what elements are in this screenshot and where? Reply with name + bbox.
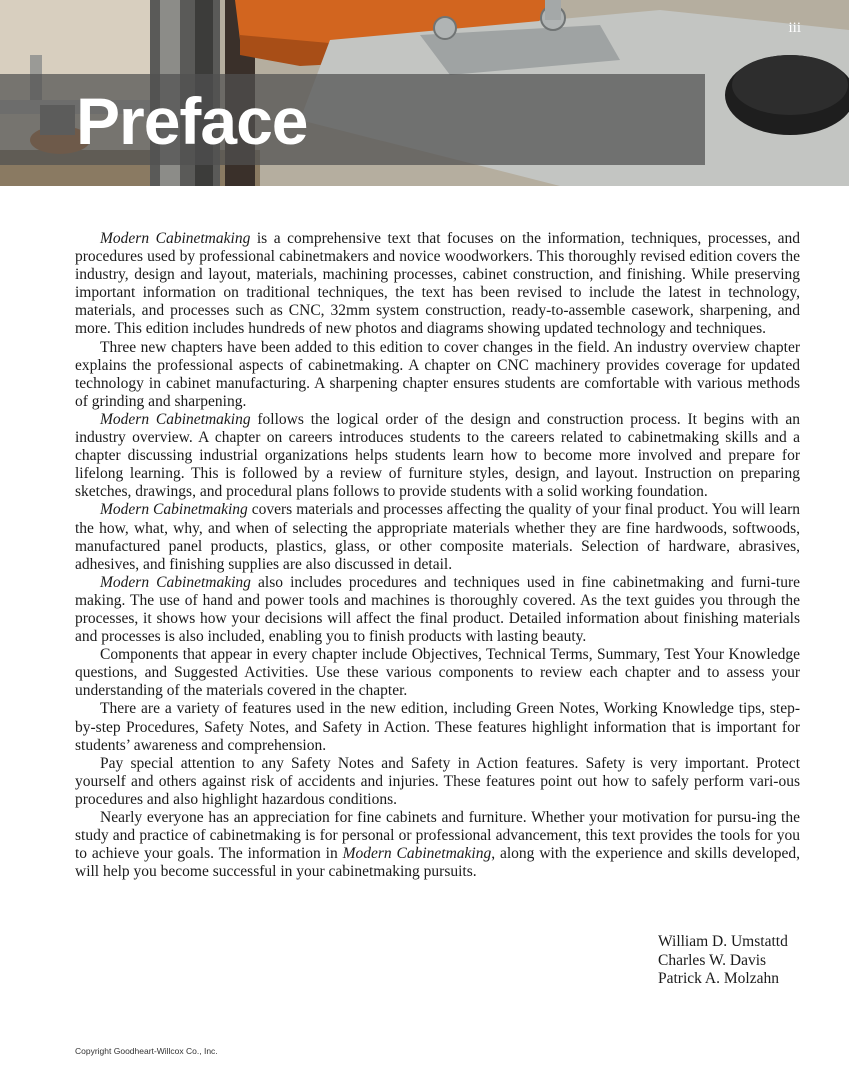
paragraph: Pay special attention to any Safety Notes and Safety in Action features. Safety is very important. Protect yourself and others against risk of accidents and injuries. These features point out how to safely perform vari-ous procedures and also highlight hazardous conditions.	[75, 754, 800, 808]
paragraph: Three new chapters have been added to this edition to cover changes in the field. An industry overview chapter explains the professional aspects of cabinetmaking. A chapter on CNC machinery provides coverage for updated technology in cabinet manufacturing. A sharpening chapter ensures students are comfortable with various methods of grinding and sharpening.	[75, 338, 800, 410]
page-number: iii	[788, 20, 801, 36]
copyright-footer: Copyright Goodheart-Willcox Co., Inc.	[75, 1046, 218, 1056]
author-name: Patrick A. Molzahn	[658, 970, 779, 987]
header-banner-photo	[0, 0, 849, 186]
book-title-italic: Modern Cabinetmaking	[100, 230, 251, 247]
preface-body	[75, 230, 800, 881]
page-title: Preface	[76, 84, 308, 158]
paragraph: There are a variety of features used in the new edition, including Green Notes, Working Knowledge tips, step-by-step Procedures, Safety Notes, and Safety in Action. These features highlight information that is important for students’ awareness and comprehension.	[75, 700, 800, 754]
paragraph: Modern Cabinetmaking is a comprehensive text that focuses on the information, techniques, processes, and procedures used by professional cabinetmakers and novice woodworkers. This thoroughly revised edition covers the industry, design and layout, materials, machining processes, cabinet construction, and finishing. While preserving important information on traditional techniques, the text has been revised to include the latest in technology, materials, and processes such as CNC, 32mm system construction, ready-to-assemble casework, sharpening, and more. This edition includes hundreds of new photos and diagrams showing updated technology and techniques.	[75, 230, 801, 338]
paragraph: Nearly everyone has an appreciation for fine cabinets and furniture. Whether your motivation for pursu-ing the study and practice of cabinetmaking is for personal or professional advancement, this text provides the tools for you to achieve your goals. The information in Modern Cabinetmaking, along with the experience and skills developed, will help you become successful in your cabinetmaking pursuits.	[75, 809, 800, 881]
book-title-italic: Modern Cabinetmaking	[100, 410, 251, 428]
book-title-italic: Modern Cabinetmaking	[342, 845, 492, 863]
book-title-italic: Modern Cabinetmaking	[100, 573, 251, 591]
author-signatures	[658, 933, 788, 989]
paragraph: Modern Cabinetmaking also includes procedures and techniques used in fine cabinetmaking and furni-ture making. The use of hand and power tools and machines is thoroughly covered. As the text guides you through the processes, it shows how your decisions will affect the final product. Detailed information about finishing materials and processes is also included, enabling you to finish products with lasting beauty.	[75, 573, 800, 646]
book-title-italic: Modern Cabinetmaking	[100, 501, 248, 519]
author-name: Charles W. Davis	[658, 951, 767, 969]
author-name: William D. Umstattd	[658, 933, 788, 950]
paragraph: Components that appear in every chapter include Objectives, Technical Terms, Summary, Test Your Knowledge questions, and Suggested Activities. Use these various components to review each chapter and to assess your understanding of the materials covered in the chapter.	[75, 646, 800, 700]
paragraph: Modern Cabinetmaking follows the logical order of the design and construction process. It begins with an industry overview. A chapter on careers introduces students to the careers related to cabinetmaking skills and a chapter discussing industrial organizations helps students learn how to become more involved and prepare for lifelong learning. This is followed by a review of furniture styles, design, and layout. Instruction on preparing sketches, drawings, and procedural plans follows to provide students with a solid working foundation.	[75, 410, 800, 501]
paragraph: Modern Cabinetmaking covers materials and processes affecting the quality of your final product. You will learn the how, what, why, and when of selecting the appropriate materials whether they are fine hardwoods, softwoods, manufactured panel products, plastics, glass, or other composite materials. Selection of hardware, abrasives, adhesives, and finishing supplies are also discussed in detail.	[75, 501, 800, 573]
